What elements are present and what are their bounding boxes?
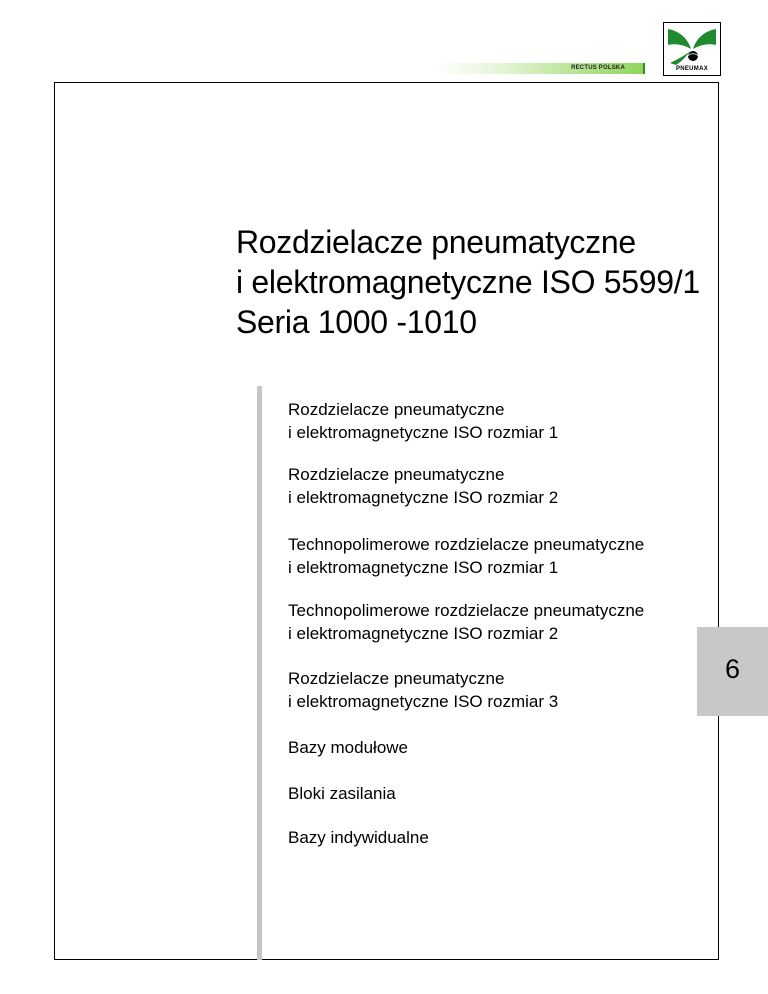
contents-divider [257,386,262,960]
contents-item-line-1: Technopolimerowe rozdzielacze pneumatyczne [288,601,645,620]
contents-item-line-1: Rozdzielacze pneumatyczne [288,400,505,419]
title-line-1: Rozdzielacze pneumatyczne [236,224,636,260]
contents-item-line-2: i elektromagnetyczne ISO rozmiar 2 [288,624,559,643]
contents-item-line-1: Bazy modułowe [288,738,409,757]
title-line-3: Seria 1000 -1010 [236,304,477,340]
contents-item-individual-bases[interactable] [288,826,429,849]
contents-item-line-2: i elektromagnetyczne ISO rozmiar 2 [288,488,559,507]
contents-item-line-1: Bazy indywidualne [288,828,429,847]
section-number: 6 [724,654,741,684]
contents-item-modular-bases[interactable] [288,736,408,759]
title-line-2: i elektromagnetyczne ISO 5599/1 [236,264,700,300]
contents-item-supply-blocks[interactable] [288,782,396,805]
contents-item-line-1: Technopolimerowe rozdzielacze pneumatyczne [288,535,645,554]
contents-item-line-1: Bloki zasilania [288,784,396,803]
contents-item-size-2[interactable] [288,463,558,509]
contents-item-line-2: i elektromagnetyczne ISO rozmiar 1 [288,558,559,577]
contents-item-size-3[interactable] [288,667,558,713]
contents-item-technopolymer-size-2[interactable] [288,599,644,645]
contents-item-line-1: Rozdzielacze pneumatyczne [288,465,505,484]
company-label: RECTUS POLSKA [571,65,625,71]
header-bar-end-mark [643,63,645,74]
company-logo [663,22,721,76]
catalog-title [236,222,716,342]
header-accent-bar [435,63,645,74]
contents-item-line-2: i elektromagnetyczne ISO rozmiar 1 [288,423,559,442]
contents-item-line-1: Rozdzielacze pneumatyczne [288,669,505,688]
section-tab[interactable] [697,627,768,716]
contents-item-size-1[interactable] [288,398,558,444]
contents-item-technopolymer-size-1[interactable] [288,533,644,579]
contents-item-line-2: i elektromagnetyczne ISO rozmiar 3 [288,692,559,711]
logo-wordmark: PNEUMAX [675,66,709,72]
